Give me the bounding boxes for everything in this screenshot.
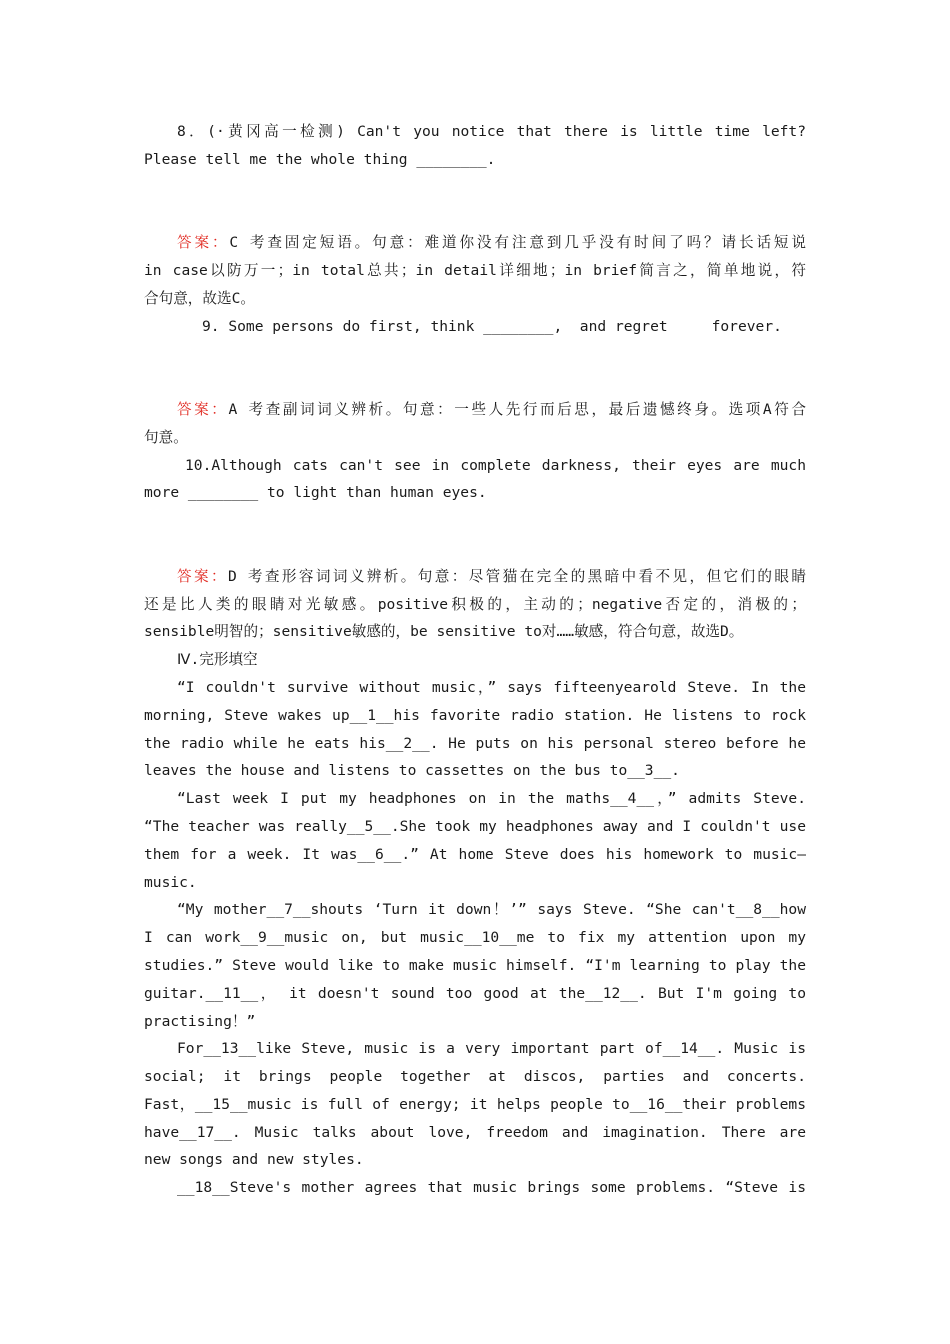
passage-line: them for a week. It was__6__.” At home Steve does his homework to music— — [144, 845, 806, 863]
q9-answer-line-2: 句意。 — [144, 428, 188, 446]
passage-line: “My mother__7__shouts ‘Turn it down！’” says Steve. “She can't__8__how — [177, 901, 806, 919]
passage-line: “I couldn't survive without music，” says fifteenyearold Steve. In the — [177, 678, 806, 696]
passage-line: social; it brings people together at discos, parties and concerts. — [144, 1068, 806, 1086]
q9-options-row-2 — [144, 368, 806, 396]
passage-line: For__13__like Steve, music is a very important part of__14__. Music is — [177, 1040, 806, 1058]
passage-line: Fast，__15__music is full of energy; it helps people to__16__their problems — [144, 1095, 806, 1113]
passage-line: guitar.__11__， it doesn't sound too good at the__12__. But I'm going to — [144, 984, 806, 1002]
passage-line: the radio while he eats his__2__. He puts on his personal stereo before he — [144, 734, 806, 752]
document-page — [144, 118, 806, 1202]
q8-answer-label: 答案： — [177, 234, 230, 252]
passage-line: morning, Steve wakes up__1__his favorite radio station. He listens to rock — [144, 706, 806, 724]
q9-answer-text: A 考查副词词义辨析。句意：一些人先行而后思，最后遗憾终身。选项A符合 — [228, 400, 806, 418]
q9-answer-line-1 — [144, 396, 806, 424]
q8-options-row-1 — [144, 174, 806, 202]
q10-stem-line-2: more ________ to light than human eyes. — [144, 484, 487, 502]
q8-answer-line-1 — [144, 229, 806, 257]
q10-answer-line-3: sensible明智的；sensitive敏感的，be sensitive to对……敏感，符合句意，故选D。 — [144, 623, 744, 641]
passage-line: leaves the house and listens to cassettes on the bus to__3__. — [144, 762, 680, 780]
passage-line: new songs and new styles. — [144, 1151, 364, 1169]
q10-options-row-1 — [144, 507, 806, 535]
q10-stem-line-1: 10.Although cats can't see in complete darkness, their eyes are much — [185, 456, 806, 474]
q8-answer-text: C 考查固定短语。句意：难道你没有注意到几乎没有时间了吗？请长话短说 — [229, 234, 806, 252]
q8-options-row-2 — [144, 201, 806, 229]
passage-line: studies.” Steve would like to make music himself. “I'm learning to play the — [144, 956, 806, 974]
passage-line: __18__Steve's mother agrees that music brings some problems. “Steve is — [177, 1179, 806, 1197]
q8-answer-line-3: 合句意，故选C。 — [144, 289, 255, 307]
q8-stem-line-1: 8．(·黄冈高一检测) Can't you notice that there is little time left? — [177, 123, 806, 140]
passage-line: I can work__9__music on, but music__10__me to fix my attention upon my — [144, 929, 806, 947]
section-title: Ⅳ.完形填空 — [177, 651, 258, 669]
q9-options-row-1 — [144, 340, 806, 368]
q10-answer-line-1 — [144, 563, 806, 591]
q10-answer-line-2: 还是比人类的眼睛对光敏感。positive积极的，主动的；negative否定的，消极的； — [144, 595, 806, 613]
passage-line: music. — [144, 873, 197, 891]
passage-line: practising！” — [144, 1012, 256, 1030]
passage-line: “Last week I put my headphones on in the maths__4__，” admits Steve. — [177, 790, 806, 808]
q8-answer-line-2: in case以防万一；in total总共；in detail详细地；in brief简言之，简单地说，符 — [144, 261, 806, 279]
q8-stem-line-2: Please tell me the whole thing ________. — [144, 150, 496, 168]
passage-line: “The teacher was really__5__.She took my headphones away and I couldn't use — [144, 817, 806, 835]
q9-answer-label: 答案： — [177, 400, 229, 418]
q9-stem-line-1: 9. Some persons do first, think ________, and regret forever. — [202, 317, 782, 335]
q10-answer-label: 答案： — [177, 567, 228, 585]
q10-options-row-2 — [144, 535, 806, 563]
passage-line: have__17__. Music talks about love, freedom and imagination. There are — [144, 1123, 806, 1141]
q10-answer-text: D 考查形容词词义辨析。句意：尽管猫在完全的黑暗中看不见，但它们的眼睛 — [227, 567, 806, 585]
